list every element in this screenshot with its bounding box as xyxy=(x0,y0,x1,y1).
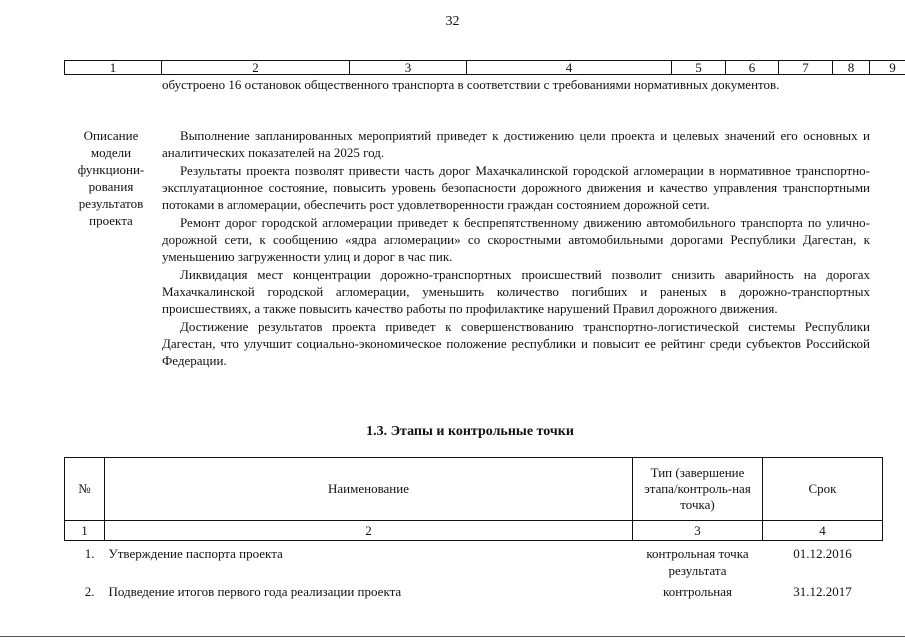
continuation-paragraph: обустроено 16 остановок общественного транспорта в соответствии с требованиями нормативных документов. xyxy=(162,77,780,92)
description-paragraph: Выполнение запланированных мероприятий приведет к достижению цели проекта и целевых значений его основных и аналитических показателей на 2025 год. xyxy=(162,128,870,160)
description-paragraph: Ликвидация мест концентрации дорожно-транспортных происшествий позволит снизить аварийность на дорогах Махачкалинской городской агломерации, уменьшить количество погибших и раненых в дорожно-транспортных происшествиях, а также повысить качество работы по профилактике нарушений Правил дорожного движения. xyxy=(162,267,870,316)
column-number: 2 xyxy=(105,521,633,541)
page-bottom-rule xyxy=(0,636,905,637)
row-type: контрольная точка результата xyxy=(646,546,749,578)
column-number: 3 xyxy=(633,521,763,541)
column-number: 4 xyxy=(467,61,672,75)
column-number: 6 xyxy=(726,61,779,75)
description-paragraph: Ремонт дорог городской агломерации приведет к беспрепятственному движению автомобильного транспорта по улично-дорожной сети, к сообщению «ядра агломерации» со скоростными автомобильными дорогами Республики Дагестан, к уменьшению загруженности улиц и дорог в час пик. xyxy=(162,215,870,264)
page-number: 32 xyxy=(445,14,460,29)
column-number-header xyxy=(64,60,905,75)
description-paragraph: Результаты проекта позволят привести часть дорог Махачкалинской городской агломерации в нормативное транспортно-эксплуатационное состояние, повысить уровень безопасности дорожного движения и качество управления транспортными потоками в агломерации, обеспечить рост удовлетворенности граждан состоянием дорожной сети. xyxy=(162,163,870,212)
row-type: контрольная xyxy=(663,584,732,599)
row-name: Подведение итогов первого года реализации проекта xyxy=(108,584,402,599)
header-type: Тип (завершение этапа/контроль-ная точка) xyxy=(633,458,763,521)
row-num: 2. xyxy=(84,584,95,599)
description-paragraph: Достижение результатов проекта приведет к совершенствованию транспортно-логистической системы Республики Дагестан, что улучшит социально-экономическое положение республики и повысит ее рейтинг среди субъектов Российской Федерации. xyxy=(162,319,870,368)
model-description-body xyxy=(162,127,870,370)
column-number: 2 xyxy=(162,61,350,75)
model-description-label: Описание модели функциони- рования результатов проекта xyxy=(77,128,145,228)
column-number: 5 xyxy=(672,61,726,75)
column-number: 1 xyxy=(65,61,162,75)
table-row xyxy=(65,541,883,580)
continuation-text xyxy=(162,76,870,93)
header-date: Срок xyxy=(763,458,883,521)
stages-header-row xyxy=(65,458,883,521)
header-num: № xyxy=(65,458,105,521)
row-num: 1. xyxy=(84,546,95,561)
row-name: Утверждение паспорта проекта xyxy=(108,546,283,561)
stages-table xyxy=(64,457,883,600)
column-number: 7 xyxy=(779,61,833,75)
row-date: 01.12.2016 xyxy=(793,546,852,561)
column-number: 8 xyxy=(833,61,870,75)
column-number: 4 xyxy=(763,521,883,541)
table-row xyxy=(65,579,883,600)
row-date: 31.12.2017 xyxy=(793,584,852,599)
column-number: 3 xyxy=(350,61,467,75)
section-title: 1.3. Этапы и контрольные точки xyxy=(366,424,574,439)
stages-column-numbers-row xyxy=(65,521,883,541)
header-name: Наименование xyxy=(105,458,633,521)
column-number: 1 xyxy=(65,521,105,541)
column-number: 9 xyxy=(870,61,905,75)
